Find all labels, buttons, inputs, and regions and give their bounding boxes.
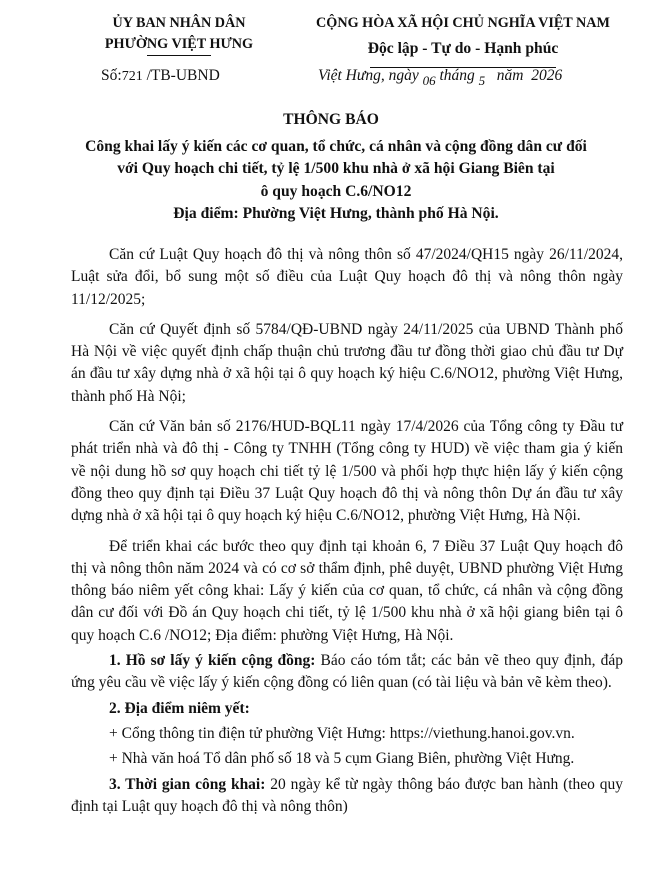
location-item-portal: + Cổng thông tin điện tử phường Việt Hưng: https://viethung.hanoi.gov.vn. [109,724,575,742]
motto-line-2: Độc lập - Tự do - Hạnh phúc [367,40,559,57]
subtitle-line-2: với Quy hoạch chi tiết, tỷ lệ 1/500 khu nhà ở xã hội Giang Biên tại [117,160,555,178]
paragraph-legal-basis-3: Căn cứ Văn bản số 2176/HUD-BQL11 ngày 17/4/2026 của Tổng công ty Đầu tư phát triển nhà và đô thị - Công ty TNHH (Tổng công ty HUD) về việc tham gia ý kiến về nội dung hồ sơ quy hoạch chi tiết tỷ lệ 1/500 và phối hợp thực hiện lấy ý kiến cộng đồng theo quy định tại Điều 37 Luật Quy hoạch đô thị và nông thôn Dự án đầu tư xây dựng nhà ở xã hội tại ô quy hoạch ký hiệu C.6/NO12, phường Việt Hưng, Hà Nội. [71,418,623,525]
motto-line-1: CỘNG HÒA XÃ HỘI CHỦ NGHĨA VIỆT NAM [316,15,610,31]
section-location-heading: 2. Địa điểm niêm yết: [109,699,250,717]
section-dossier-heading: 1. Hồ sơ lấy ý kiến cộng đồng: [109,652,316,670]
section-duration-heading: 3. Thời gian công khai: [109,775,266,793]
doc-number-prefix: Số: [101,67,122,84]
document-date [318,67,563,88]
authority-line-1: ỦY BAN NHÂN DÂN [112,15,246,31]
section-location [71,698,623,720]
section-duration-text: 20 ngày kể từ ngày thông báo được ban hành (theo quy định tại Luật quy hoạch đô thị và nông thôn) [71,775,623,815]
paragraph-legal-basis-2: Căn cứ Quyết định số 5784/QĐ-UBND ngày 24/11/2025 của UBND Thành phố Hà Nội về việc quyết định chấp thuận chủ trương đầu tư đồng thời giao chủ đầu tư Dự án đầu tư xây dựng nhà ở xã hội tại ô quy hoạch ký hiệu C.6/NO12, phường Việt Hưng, thành phố Hà Nội; [71,320,623,405]
authority-line-2: PHƯỜNG VIỆT HƯNG [104,36,254,52]
document-title: THÔNG BÁO [283,111,379,128]
date-day: 06 [422,73,436,88]
date-place: Việt Hưng, ngày [318,67,423,84]
subtitle-line-4: Địa điểm: Phường Việt Hưng, thành phố Hà Nội. [173,204,499,222]
section-dossier [71,650,623,695]
location-item-culture-house: + Nhà văn hoá Tổ dân phố số 18 và 5 cụm Giang Biên, phường Việt Hưng. [109,750,575,768]
paragraph-announcement: Để triển khai các bước theo quy định tại khoản 6, 7 Điều 37 Luật Quy hoạch đô thị và nông thôn năm 2024 và có cơ sở thẩm định, phê duyệt, UBND phường Việt Hưng thông báo niêm yết công khai: Lấy ý kiến của cơ quan, tổ chức, cá nhân và cộng đồng dân cư đối với Đồ án Quy hoạch chi tiết, tỷ lệ 1/500 khu nhà ở xã hội giang biên tại ô quy hoạch C.6 /NO12; Địa điểm: phường Việt Hưng, Hà Nội. [71,537,623,644]
section-duration [71,774,623,819]
document-body [71,244,623,821]
date-month-label: tháng [435,67,479,84]
national-motto [278,13,648,59]
doc-number-suffix: /TB-UBND [142,67,220,84]
document-number [101,67,220,85]
date-year: năm 2026 [485,67,563,84]
paragraph-legal-basis-1: Căn cứ Luật Quy hoạch đô thị và nông thôn số 47/2024/QH15 ngày 26/11/2024, Luật sửa đổi, bổ sung một số điều của Luật Quy hoạch đô thị và nông thôn ngày 11/12/2025; [71,246,623,308]
issuing-authority [68,13,290,55]
subtitle-line-1: Công khai lấy ý kiến các cơ quan, tổ chức, cá nhân và cộng đồng dân cư đối [85,138,587,155]
subtitle-line-3: ô quy hoạch C.6/NO12 [260,182,412,200]
section-dossier-text: Báo cáo tóm tắt; các bản vẽ theo quy định, đáp ứng yêu cầu về việc lấy ý kiến cộng đồng có liên quan (có tài liệu và bản vẽ kèm theo). [71,652,623,692]
document-subtitle [70,136,602,225]
date-month: 5 [478,73,486,88]
doc-number-value: 721 [121,69,143,84]
authority-underline [147,55,211,56]
